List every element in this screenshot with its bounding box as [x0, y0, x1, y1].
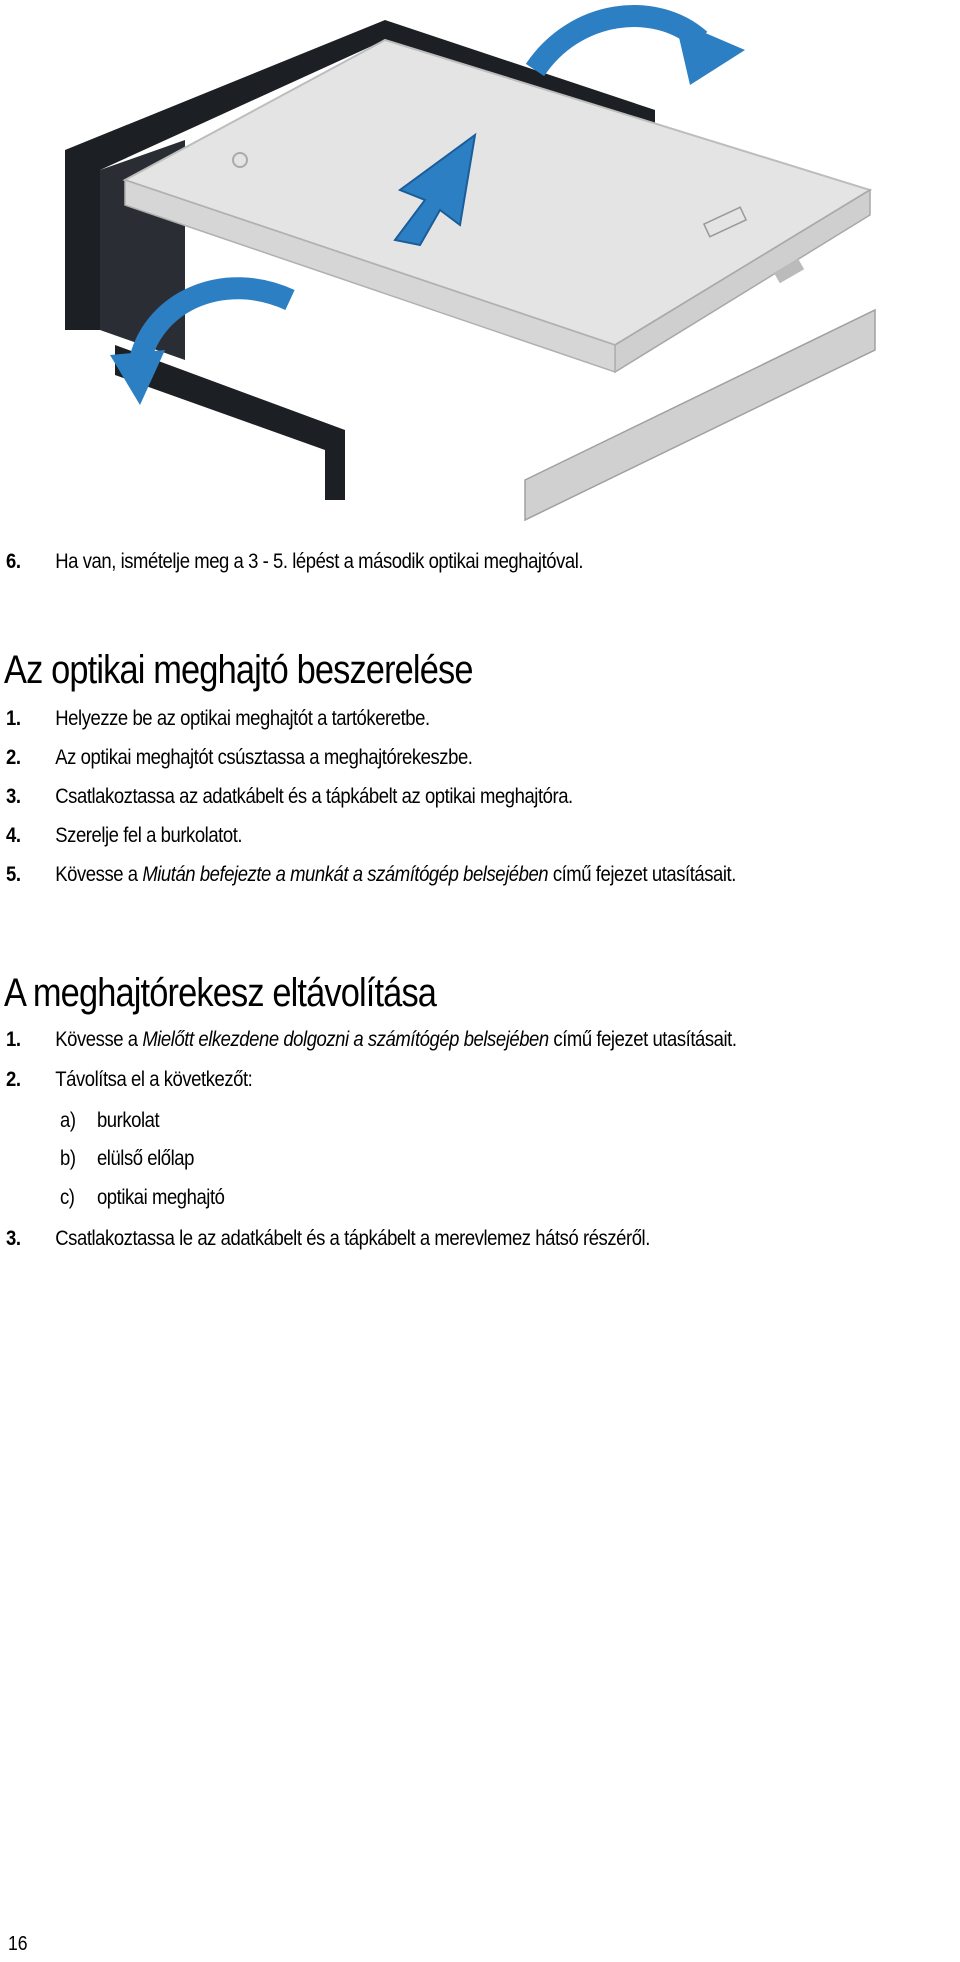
step-text: Csatlakoztassa le az adatkábelt és a tápkábelt a merevlemez hátsó részéről. — [55, 1227, 650, 1250]
step-number: 4. — [6, 824, 21, 847]
step-number: 1. — [6, 707, 21, 730]
step-text: Az optikai meghajtót csúsztassa a meghajtórekeszbe. — [55, 746, 473, 769]
rotate-arrow-top-shaft — [535, 16, 700, 70]
cross-reference-link[interactable]: Mielőtt elkezdene dolgozni a számítógép belsejében — [142, 1028, 549, 1051]
install-step-1 — [6, 705, 430, 733]
substep-letter: c) — [60, 1186, 75, 1209]
substep-letter: b) — [60, 1147, 76, 1170]
step-text-pre: Kövesse a — [55, 1028, 143, 1051]
optical-drive-removal-diagram — [55, 0, 885, 525]
bay-step-2 — [6, 1066, 252, 1094]
substep-letter: a) — [60, 1109, 76, 1132]
bay-substep-c — [60, 1184, 225, 1212]
bay-step-3 — [6, 1225, 650, 1253]
bay-substep-b — [60, 1145, 194, 1173]
step-text: Távolítsa el a következőt: — [55, 1068, 253, 1091]
section-heading-bay-removal: A meghajtórekesz eltávolítása — [4, 971, 437, 1016]
install-step-4 — [6, 822, 242, 850]
install-step-2 — [6, 744, 472, 772]
cross-reference-link[interactable]: Miután befejezte a munkát a számítógép belsejében — [142, 863, 549, 886]
page-number: 16 — [8, 1933, 28, 1955]
substep-text: elülső előlap — [96, 1147, 194, 1170]
step-text-post: című fejezet utasításait. — [548, 1028, 737, 1051]
step-number: 2. — [6, 746, 21, 769]
install-step-5 — [6, 861, 736, 889]
step-number: 3. — [6, 785, 21, 808]
step-number: 2. — [6, 1068, 21, 1091]
section-heading-install: Az optikai meghajtó beszerelése — [4, 648, 473, 693]
bay-step-1 — [6, 1026, 737, 1054]
step-number: 1. — [6, 1028, 21, 1051]
rotate-arrow-top-icon — [675, 20, 745, 85]
step-text: Csatlakoztassa az adatkábelt és a tápkábelt az optikai meghajtóra. — [55, 785, 573, 808]
step-text-post: című fejezet utasításait. — [548, 863, 736, 886]
step-text-pre: Kövesse a — [55, 863, 143, 886]
step-number: 5. — [6, 863, 21, 886]
bay-substep-a — [60, 1107, 159, 1135]
step-text: Ha van, ismételje meg a 3 - 5. lépést a második optikai meghajtóval. — [55, 550, 584, 573]
step-number: 6. — [6, 550, 21, 573]
step-text: Helyezze be az optikai meghajtót a tartókeretbe. — [55, 707, 430, 730]
substep-text: burkolat — [96, 1109, 160, 1132]
step-text: Szerelje fel a burkolatot. — [55, 824, 243, 847]
optical-drive-illustration — [55, 0, 885, 525]
install-step-3 — [6, 783, 573, 811]
substep-text: optikai meghajtó — [96, 1186, 225, 1209]
step-number: 3. — [6, 1227, 21, 1250]
step-6 — [6, 548, 583, 576]
